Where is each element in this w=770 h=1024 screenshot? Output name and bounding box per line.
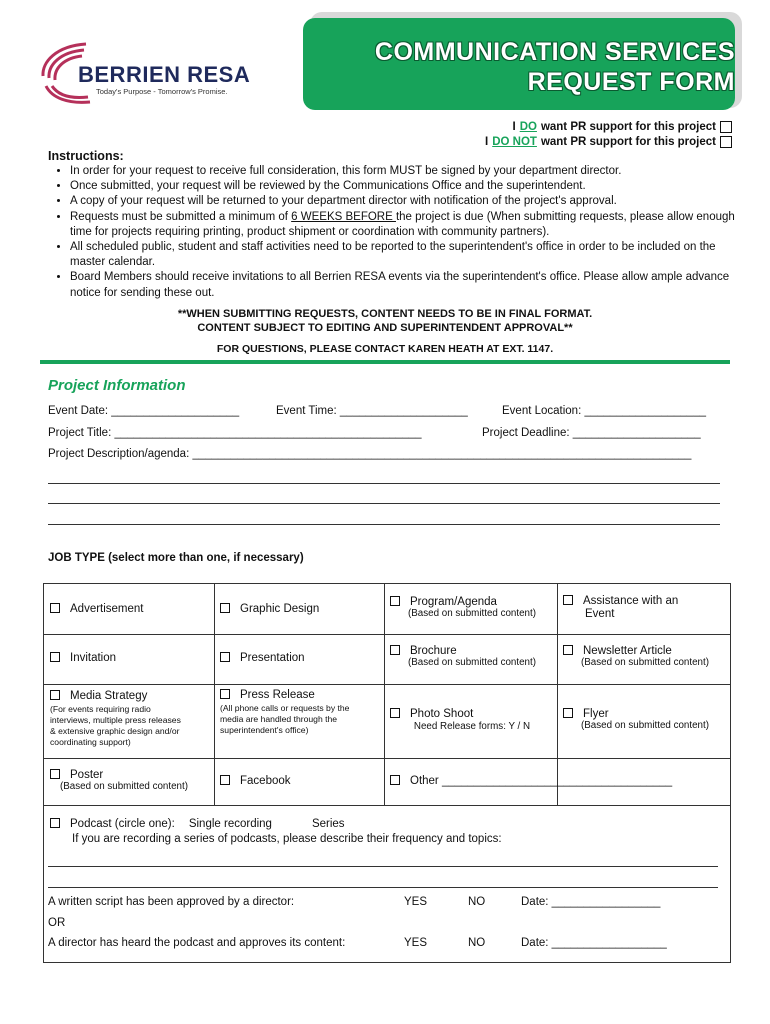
pr-do-text: want PR support for this project bbox=[540, 121, 716, 133]
heard-yes-option[interactable]: YES bbox=[404, 937, 428, 949]
pr-donot-prefix: I bbox=[485, 136, 489, 148]
pr-do-prefix: I bbox=[512, 121, 516, 133]
logo-org-name: BERRIEN RESA bbox=[78, 62, 251, 87]
job-brochure[interactable] bbox=[390, 645, 554, 668]
podcast-description-line[interactable] bbox=[48, 887, 718, 888]
other-label[interactable]: Other ____________________________________ bbox=[410, 775, 673, 787]
newsletter-note: (Based on submitted content) bbox=[581, 657, 709, 668]
photo-release-note: Need Release forms: Y / N bbox=[413, 721, 531, 732]
flyer-label: Flyer bbox=[583, 708, 609, 720]
pr-support-donot-row bbox=[485, 136, 732, 148]
instruction-item: • All scheduled public, student and staff activities need to be reported to the superintendent's office in order to be included on the master calendar. bbox=[70, 240, 748, 270]
press-release-note: (All phone calls or requests by the media are handled through the superintendent's office) bbox=[220, 703, 350, 735]
instruction-item: • Board Members should receive invitations to all Berrien RESA events via the superintendent's office. Please allow ample advance notice for sending these out. bbox=[70, 270, 748, 300]
job-type-table bbox=[43, 583, 731, 963]
contact-note: FOR QUESTIONS, PLEASE CONTACT KAREN HEATH AT EXT. 1147. bbox=[216, 343, 554, 355]
brochure-checkbox[interactable] bbox=[390, 645, 400, 655]
project-information-heading: Project Information bbox=[48, 377, 186, 394]
invitation-label: Invitation bbox=[70, 652, 117, 664]
instruction-item: • In order for your request to receive full consideration, this form MUST be signed by your department director. bbox=[70, 164, 748, 179]
poster-checkbox[interactable] bbox=[50, 769, 60, 779]
poster-label: Poster bbox=[70, 769, 104, 781]
podcast-series-option[interactable]: Series bbox=[311, 818, 345, 830]
instruction-item bbox=[70, 210, 748, 240]
project-title-field[interactable]: Project Title: ________________________________________________ bbox=[48, 427, 422, 439]
newsletter-checkbox[interactable] bbox=[563, 645, 573, 655]
banner-title-line2: REQUEST FORM bbox=[527, 68, 735, 96]
editing-approval-note: CONTENT SUBJECT TO EDITING AND SUPERINTENDENT APPROVAL** bbox=[197, 322, 573, 334]
script-yes-option[interactable]: YES bbox=[404, 896, 428, 908]
script-date-field[interactable]: Date: _________________ bbox=[521, 896, 661, 908]
podcast-series-question: If you are recording a series of podcasts, please describe their frequency and topics: bbox=[72, 833, 502, 845]
script-no-option[interactable]: NO bbox=[468, 896, 486, 908]
project-deadline-field[interactable]: Project Deadline: ____________________ bbox=[482, 427, 701, 439]
brochure-note: (Based on submitted content) bbox=[408, 657, 536, 668]
description-line[interactable] bbox=[48, 502, 720, 504]
program-agenda-checkbox[interactable] bbox=[390, 596, 400, 606]
instruction-item: • A copy of your request will be returned to your department director with notification of the project's approval. bbox=[70, 194, 748, 209]
event-location-field[interactable]: Event Location: ___________________ bbox=[502, 405, 706, 417]
flyer-note: (Based on submitted content) bbox=[581, 720, 709, 731]
instruction-4-after: the project is due (When submitting requests, please allow enough time for projects requiring printing, product shipment or coordination with community partners). bbox=[70, 210, 735, 238]
pr-donot-word: DO NOT bbox=[492, 136, 537, 148]
job-poster[interactable] bbox=[50, 769, 212, 792]
job-media-strategy[interactable] bbox=[50, 690, 212, 748]
event-date-field[interactable]: Event Date: ____________________ bbox=[48, 405, 240, 417]
press-release-checkbox[interactable] bbox=[220, 689, 230, 699]
instructions-list bbox=[50, 164, 748, 301]
flyer-checkbox[interactable] bbox=[563, 708, 573, 718]
job-photo-shoot[interactable] bbox=[390, 708, 554, 732]
media-strategy-note: (For events requiring radio interviews, multiple press releases & extensive graphic design and/or coordinating support) bbox=[50, 704, 181, 747]
script-approved-question: A written script has been approved by a director: bbox=[48, 896, 295, 908]
banner-title-line1: COMMUNICATION SERVICES bbox=[374, 38, 735, 66]
instruction-item: • Once submitted, your request will be reviewed by the Communications Office and the superintendent. bbox=[70, 179, 748, 194]
instruction-4-before: Requests must be submitted a minimum of bbox=[70, 210, 292, 223]
media-strategy-checkbox[interactable] bbox=[50, 690, 60, 700]
final-format-note: **WHEN SUBMITTING REQUESTS, CONTENT NEEDS TO BE IN FINAL FORMAT. bbox=[177, 308, 593, 320]
job-presentation[interactable] bbox=[220, 652, 305, 664]
pr-do-checkbox[interactable] bbox=[720, 121, 732, 133]
podcast-checkbox[interactable] bbox=[50, 818, 60, 828]
assistance-label: Assistance with an bbox=[583, 595, 679, 607]
press-release-label: Press Release bbox=[240, 689, 315, 701]
assistance-event-checkbox[interactable] bbox=[563, 595, 573, 605]
poster-note: (Based on submitted content) bbox=[60, 781, 188, 792]
photo-shoot-checkbox[interactable] bbox=[390, 708, 400, 718]
job-newsletter-article[interactable] bbox=[563, 645, 727, 668]
job-assistance-event[interactable] bbox=[563, 595, 727, 620]
pr-donot-text: want PR support for this project bbox=[540, 136, 716, 148]
pr-do-word: DO bbox=[519, 121, 537, 133]
description-line[interactable] bbox=[48, 523, 720, 525]
pr-support-do-row bbox=[512, 121, 732, 133]
form-title-banner bbox=[303, 18, 735, 110]
advertisement-label: Advertisement bbox=[70, 603, 144, 615]
newsletter-label: Newsletter Article bbox=[583, 645, 672, 657]
or-label: OR bbox=[48, 917, 66, 929]
job-graphic-design[interactable] bbox=[220, 603, 319, 615]
facebook-checkbox[interactable] bbox=[220, 775, 230, 785]
media-strategy-label: Media Strategy bbox=[70, 690, 148, 702]
event-time-field[interactable]: Event Time: ____________________ bbox=[276, 405, 468, 417]
presentation-label: Presentation bbox=[240, 652, 305, 664]
graphic-design-label: Graphic Design bbox=[240, 603, 320, 615]
section-divider bbox=[40, 360, 730, 364]
job-press-release[interactable] bbox=[220, 689, 382, 736]
podcast-description-line[interactable] bbox=[48, 866, 718, 867]
director-heard-question: A director has heard the podcast and approves its content: bbox=[48, 937, 346, 949]
job-podcast[interactable] bbox=[50, 818, 345, 830]
job-invitation[interactable] bbox=[50, 652, 116, 664]
invitation-checkbox[interactable] bbox=[50, 652, 60, 662]
instruction-4-deadline: 6 WEEKS BEFORE bbox=[291, 210, 396, 223]
podcast-label: Podcast (circle one): bbox=[70, 818, 175, 830]
graphic-design-checkbox[interactable] bbox=[220, 603, 230, 613]
program-agenda-label: Program/Agenda bbox=[410, 596, 497, 608]
job-type-heading: JOB TYPE (select more than one, if necessary) bbox=[48, 552, 304, 564]
other-checkbox[interactable] bbox=[390, 775, 400, 785]
heard-date-field[interactable]: Date: __________________ bbox=[521, 937, 667, 949]
job-program-agenda[interactable] bbox=[390, 596, 554, 619]
project-description-field[interactable]: Project Description/agenda: ______________________________________________________________________________ bbox=[48, 448, 692, 460]
pr-donot-checkbox[interactable] bbox=[720, 136, 732, 148]
advertisement-checkbox[interactable] bbox=[50, 603, 60, 613]
job-other[interactable] bbox=[390, 775, 672, 787]
assistance-label-2: Event bbox=[585, 608, 615, 620]
photo-shoot-label: Photo Shoot bbox=[410, 708, 474, 720]
logo-tagline: Today's Purpose - Tomorrow's Promise. bbox=[96, 87, 228, 96]
job-advertisement[interactable] bbox=[50, 603, 144, 615]
brochure-label: Brochure bbox=[410, 645, 457, 657]
heard-no-option[interactable]: NO bbox=[468, 937, 486, 949]
job-facebook[interactable] bbox=[220, 775, 291, 787]
podcast-single-option[interactable]: Single recording bbox=[188, 818, 272, 830]
description-line[interactable] bbox=[48, 482, 720, 484]
job-flyer[interactable] bbox=[563, 708, 727, 731]
program-agenda-note: (Based on submitted content) bbox=[408, 608, 536, 619]
instructions-title: Instructions: bbox=[48, 149, 124, 163]
facebook-label: Facebook bbox=[240, 775, 291, 787]
presentation-checkbox[interactable] bbox=[220, 652, 230, 662]
